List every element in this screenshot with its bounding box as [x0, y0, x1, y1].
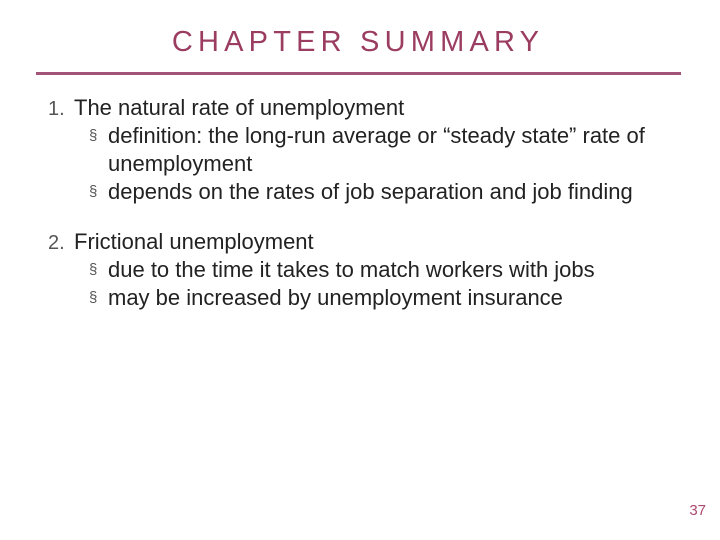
summary-item-frictional	[48, 228, 698, 312]
subitem-text: definition: the long-run average or “steady state” rate of unemployment	[108, 123, 645, 176]
subitem-text: due to the time it takes to match workers with jobs	[108, 257, 595, 282]
subitem-list	[74, 122, 698, 206]
page-number: 37	[689, 502, 706, 519]
bullet-icon: §	[89, 261, 98, 278]
item-heading: Frictional unemployment	[74, 229, 314, 254]
subitem-text: depends on the rates of job separation and job finding	[108, 179, 633, 204]
list-item	[80, 122, 698, 178]
item-heading: The natural rate of unemployment	[74, 95, 405, 120]
item-number: 2.	[48, 232, 65, 254]
item-number: 1.	[48, 98, 65, 120]
subitem-text: may be increased by unemployment insurance	[108, 285, 563, 310]
bullet-icon: §	[89, 183, 98, 200]
subitem-list	[74, 256, 698, 312]
summary-list	[48, 94, 698, 312]
bullet-icon: §	[89, 127, 98, 144]
title-divider	[36, 72, 681, 75]
summary-item-natural-rate	[48, 94, 698, 206]
slide-title: CHAPTER SUMMARY	[171, 26, 545, 58]
list-item	[80, 284, 698, 312]
list-item	[80, 256, 698, 284]
bullet-icon: §	[89, 289, 98, 306]
list-item	[80, 178, 698, 206]
